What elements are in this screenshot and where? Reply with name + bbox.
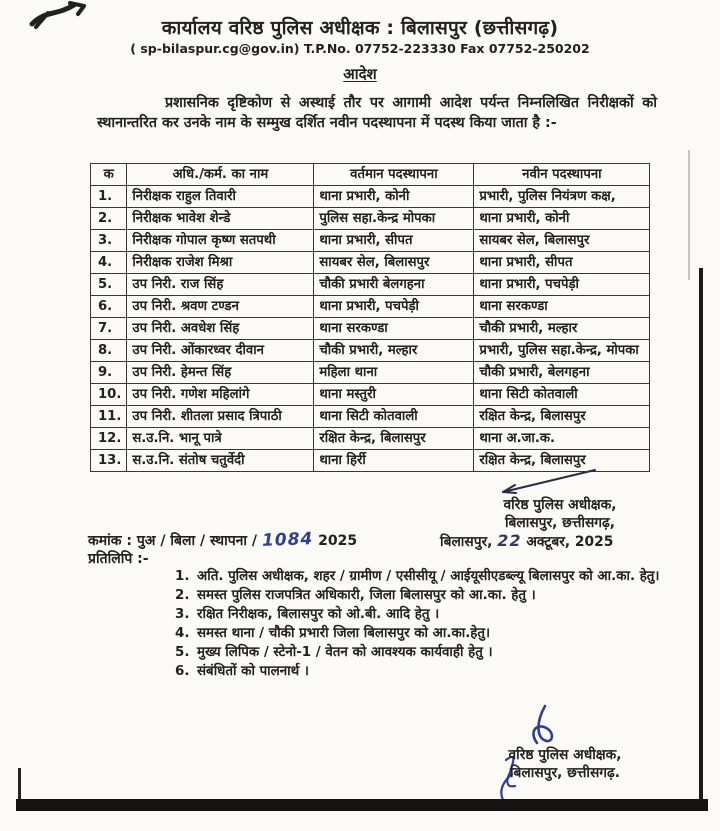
issuer-signature-block [455,496,665,532]
pen-arrow-stroke-icon [495,462,605,498]
copy-item-number: 3. [175,607,190,622]
cell-current: थाना मस्तुरी [314,384,474,406]
table-row [91,318,650,340]
table-row [91,296,650,318]
cell-sno: 4. [91,252,127,274]
cell-name: उप निरी. हेमन्त सिंह [127,362,314,384]
cell-sno: 9. [91,362,127,384]
office-title: कार्यालय वरिष्ठ पुलिस अधीक्षक : बिलासपुर (छत्तीसगढ़) [161,17,559,39]
cell-current: थाना हिर्री [314,450,474,472]
cell-current: पुलिस सहा.केन्द्र मोपका [314,208,474,230]
cell-sno: 6. [91,296,127,318]
copy-item-text: समस्त पुलिस राजपत्रित अधिकारी, जिला बिलासपुर को आ.का. हेतु । [197,588,536,603]
copy-item-number: 1. [175,569,190,584]
order-date-line [440,531,690,551]
cell-sno: 3. [91,230,127,252]
date-place: बिलासपुर, [440,534,493,550]
copy-list-item [175,567,675,586]
reference-prefix: कमांक : पुअ / बिला / स्थापना / [88,533,258,549]
issuer-designation: वरिष्ठ पुलिस अधीक्षक, [503,497,617,513]
cell-current: थाना सरकण्डा [314,318,474,340]
cell-current: महिला थाना [314,362,474,384]
office-contact-line: ( sp-bilaspur.cg@gov.in) T.P.No. 07752-223330 Fax 07752-250202 [130,41,590,56]
cell-current: थाना प्रभारी, कोनी [314,186,474,208]
scan-edge-dark [699,268,703,801]
handwritten-date-day: 22 [497,531,522,550]
cell-new: थाना प्रभारी, पचपेड़ी [474,274,650,296]
header-sno: क [91,164,127,186]
table-row [91,362,650,384]
cell-new: चौकी प्रभारी, बेलगहना [474,362,650,384]
cell-current: चौकी प्रभारी बेलगहना [314,274,474,296]
cell-current: थाना प्रभारी, सीपत [314,230,474,252]
cell-sno: 2. [91,208,127,230]
cell-name: उप निरी. राज सिंह [127,274,314,296]
copy-item-number: 2. [175,588,190,603]
cell-sno: 5. [91,274,127,296]
cell-sno: 8. [91,340,127,362]
cell-name: उप निरी. श्रवण टण्डन [127,296,314,318]
cell-name: उप निरी. अवधेश सिंह [127,318,314,340]
header-new-posting: नवीन पदस्थापना [474,164,650,186]
copy-item-number: 6. [175,664,190,679]
issuer-place: बिलासपुर, छत्तीसगढ़, [504,515,616,531]
cell-new: प्रभारी, पुलिस सहा.केन्द्र, मोपका [474,340,650,362]
table-row [91,274,650,296]
footer-signature-block [455,746,675,782]
copy-item-text: संबंधितों को पालनार्थ । [197,664,309,679]
transfer-table-wrap [90,163,650,472]
cell-current: रक्षित केन्द्र, बिलासपुर [314,428,474,450]
cell-name: निरीक्षक भावेश शेन्डे [127,208,314,230]
copy-item-text: मुख्य लिपिक / स्टेनो-1 / वेतन को आवश्यक कार्यवाही हेतु । [197,645,493,660]
cell-current: सायबर सेल, बिलासपुर [314,252,474,274]
cell-sno: 11. [91,406,127,428]
cell-name: उप निरी. ओंकारध्वर दीवान [127,340,314,362]
cell-new: चौकी प्रभारी, मल्हार [474,318,650,340]
cell-new: थाना प्रभारी, सीपत [474,252,650,274]
header-name: अधि./कर्म. का नाम [127,164,314,186]
copy-list-item [175,586,675,605]
footer-place: बिलासपुर, छत्तीसगढ़. [509,765,621,781]
table-row [91,384,650,406]
table-row [91,230,650,252]
copy-list-item [175,662,675,681]
cell-sno: 12. [91,428,127,450]
table-row [91,186,650,208]
intro-paragraph: प्रशासनिक दृष्टिकोण से अस्थाई तौर पर आगामी आदेश पर्यन्त निम्नलिखित निरीक्षकों को स्थानान्तरित कर उनके नाम के सम्मुख दर्शित नवीन पदस्थापना में पदस्थ किया जाता है :- [97,95,657,131]
cell-new: सायबर सेल, बिलासपुर [474,230,650,252]
table-row [91,428,650,450]
copy-item-number: 5. [175,645,190,660]
transfer-table [90,163,650,472]
order-heading: आदेश [343,65,377,83]
table-header-row [91,164,650,186]
cell-new: थाना अ.जा.क. [474,428,650,450]
cell-name: निरीक्षक गोपाल कृष्ण सतपथी [127,230,314,252]
cell-sno: 1. [91,186,127,208]
cell-sno: 7. [91,318,127,340]
transfer-table-body [91,186,650,472]
cell-new: थाना सरकण्डा [474,296,650,318]
footer-designation: वरिष्ठ पुलिस अधीक्षक, [508,747,622,763]
cell-current: चौकी प्रभारी, मल्हार [314,340,474,362]
scan-bottom-bar [16,799,708,811]
copy-list-item [175,624,675,643]
copy-list-item [175,605,675,624]
cell-name: निरीक्षक राहुल तिवारी [127,186,314,208]
copy-item-text: रक्षित निरीक्षक, बिलासपुर को ओ.बी. आदि हेतु । [197,607,440,622]
scan-edge-light [688,150,690,280]
cell-name: उप निरी. शीतला प्रसाद त्रिपाठी [127,406,314,428]
header-current-posting: वर्तमान पदस्थापना [314,164,474,186]
copy-list-item [175,643,675,662]
table-row [91,340,650,362]
copy-item-text: अति. पुलिस अधीक्षक, शहर / ग्रामीण / एसीसीयू / आईयूसीएडब्ल्यू बिलासपुर को आ.का. हेतु। [197,569,660,584]
copy-to-list [175,567,675,681]
reference-year: 2025 [318,533,358,549]
scan-edge-left [18,768,21,802]
cell-new: थाना सिटी कोतवाली [474,384,650,406]
copy-item-text: समस्त थाना / चौकी प्रभारी जिला बिलासपुर को आ.का.हेतु। [197,626,491,641]
cell-sno: 13. [91,450,127,472]
copy-item-number: 4. [175,626,190,641]
cell-new: रक्षित केन्द्र, बिलासपुर [474,406,650,428]
copy-to-heading: प्रतिलिपि :- [88,551,149,567]
cell-name: निरीक्षक राजेश मिश्रा [127,252,314,274]
table-row [91,252,650,274]
cell-current: थाना सिटी कोतवाली [314,406,474,428]
cell-current: थाना प्रभारी, पचपेड़ी [314,296,474,318]
table-row [91,208,650,230]
cell-name: स.उ.नि. भानू पात्रे [127,428,314,450]
date-month-year: अक्टूबर, 2025 [526,534,614,550]
cell-new: प्रभारी, पुलिस नियंत्रण कक्ष, [474,186,650,208]
cell-sno: 10. [91,384,127,406]
cell-name: उप निरी. गणेश महिलांगे [127,384,314,406]
handwritten-dispatch-number: 1084 [261,529,314,551]
cell-name: स.उ.नि. संतोष चतुर्वेदी [127,450,314,472]
table-row [91,406,650,428]
cell-new: रक्षित केन्द्र, बिलासपुर [474,450,650,472]
cell-new: थाना प्रभारी, कोनी [474,208,650,230]
reference-number-line [88,530,357,550]
